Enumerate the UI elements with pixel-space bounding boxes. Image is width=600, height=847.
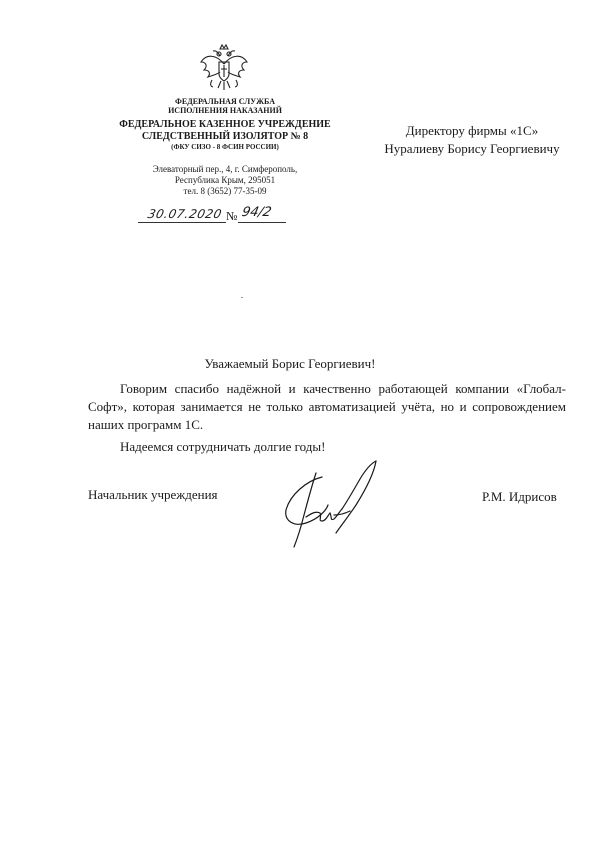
handwritten-signature <box>276 455 396 550</box>
organization-header <box>100 97 350 152</box>
address-line-2: Республика Крым, 295051 <box>174 175 276 185</box>
eagle-emblem-icon <box>198 42 250 94</box>
body-paragraph: Говорим спасибо надёжной и качественно работающей компании «Глобал-Софт», которая занимается не только автоматизацией учёта, но и сопровождением наших программ 1С. <box>88 381 566 432</box>
org-line-2: ИСПОЛНЕНИЯ НАКАЗАНИЙ <box>168 106 282 115</box>
addressee-block <box>362 122 582 158</box>
number-symbol: № <box>226 209 238 223</box>
signer-position: Начальник учреждения <box>88 487 218 502</box>
registration-date: 30.07.2020 <box>146 207 224 221</box>
closing-line: Надеемся сотрудничать долгие годы! <box>120 439 326 454</box>
number-underline <box>238 222 286 223</box>
registration-number: 94/2 <box>240 205 273 220</box>
addressee-line-1: Директору фирмы «1С» <box>405 123 539 138</box>
registration-line <box>138 207 290 227</box>
scan-speck <box>241 297 243 298</box>
date-underline <box>138 222 226 223</box>
org-line-4: СЛЕДСТВЕННЫЙ ИЗОЛЯТОР № 8 <box>141 131 309 142</box>
organization-address <box>130 164 320 197</box>
signer-name: Р.М. Идрисов <box>482 489 557 504</box>
phone-line: тел. 8 (3652) 77-35-09 <box>183 186 267 196</box>
salutation: Уважаемый Борис Георгиевич! <box>204 356 376 371</box>
org-line-3: ФЕДЕРАЛЬНОЕ КАЗЕННОЕ УЧРЕЖДЕНИЕ <box>119 119 331 130</box>
org-line-1: ФЕДЕРАЛЬНАЯ СЛУЖБА <box>175 97 275 106</box>
org-line-5: (ФКУ СИЗО - 8 ФСИН РОССИИ) <box>171 143 279 151</box>
addressee-line-2: Нуралиеву Борису Георгиевичу <box>384 141 560 156</box>
address-line-1: Элеваторный пер., 4, г. Симферополь, <box>152 164 298 174</box>
